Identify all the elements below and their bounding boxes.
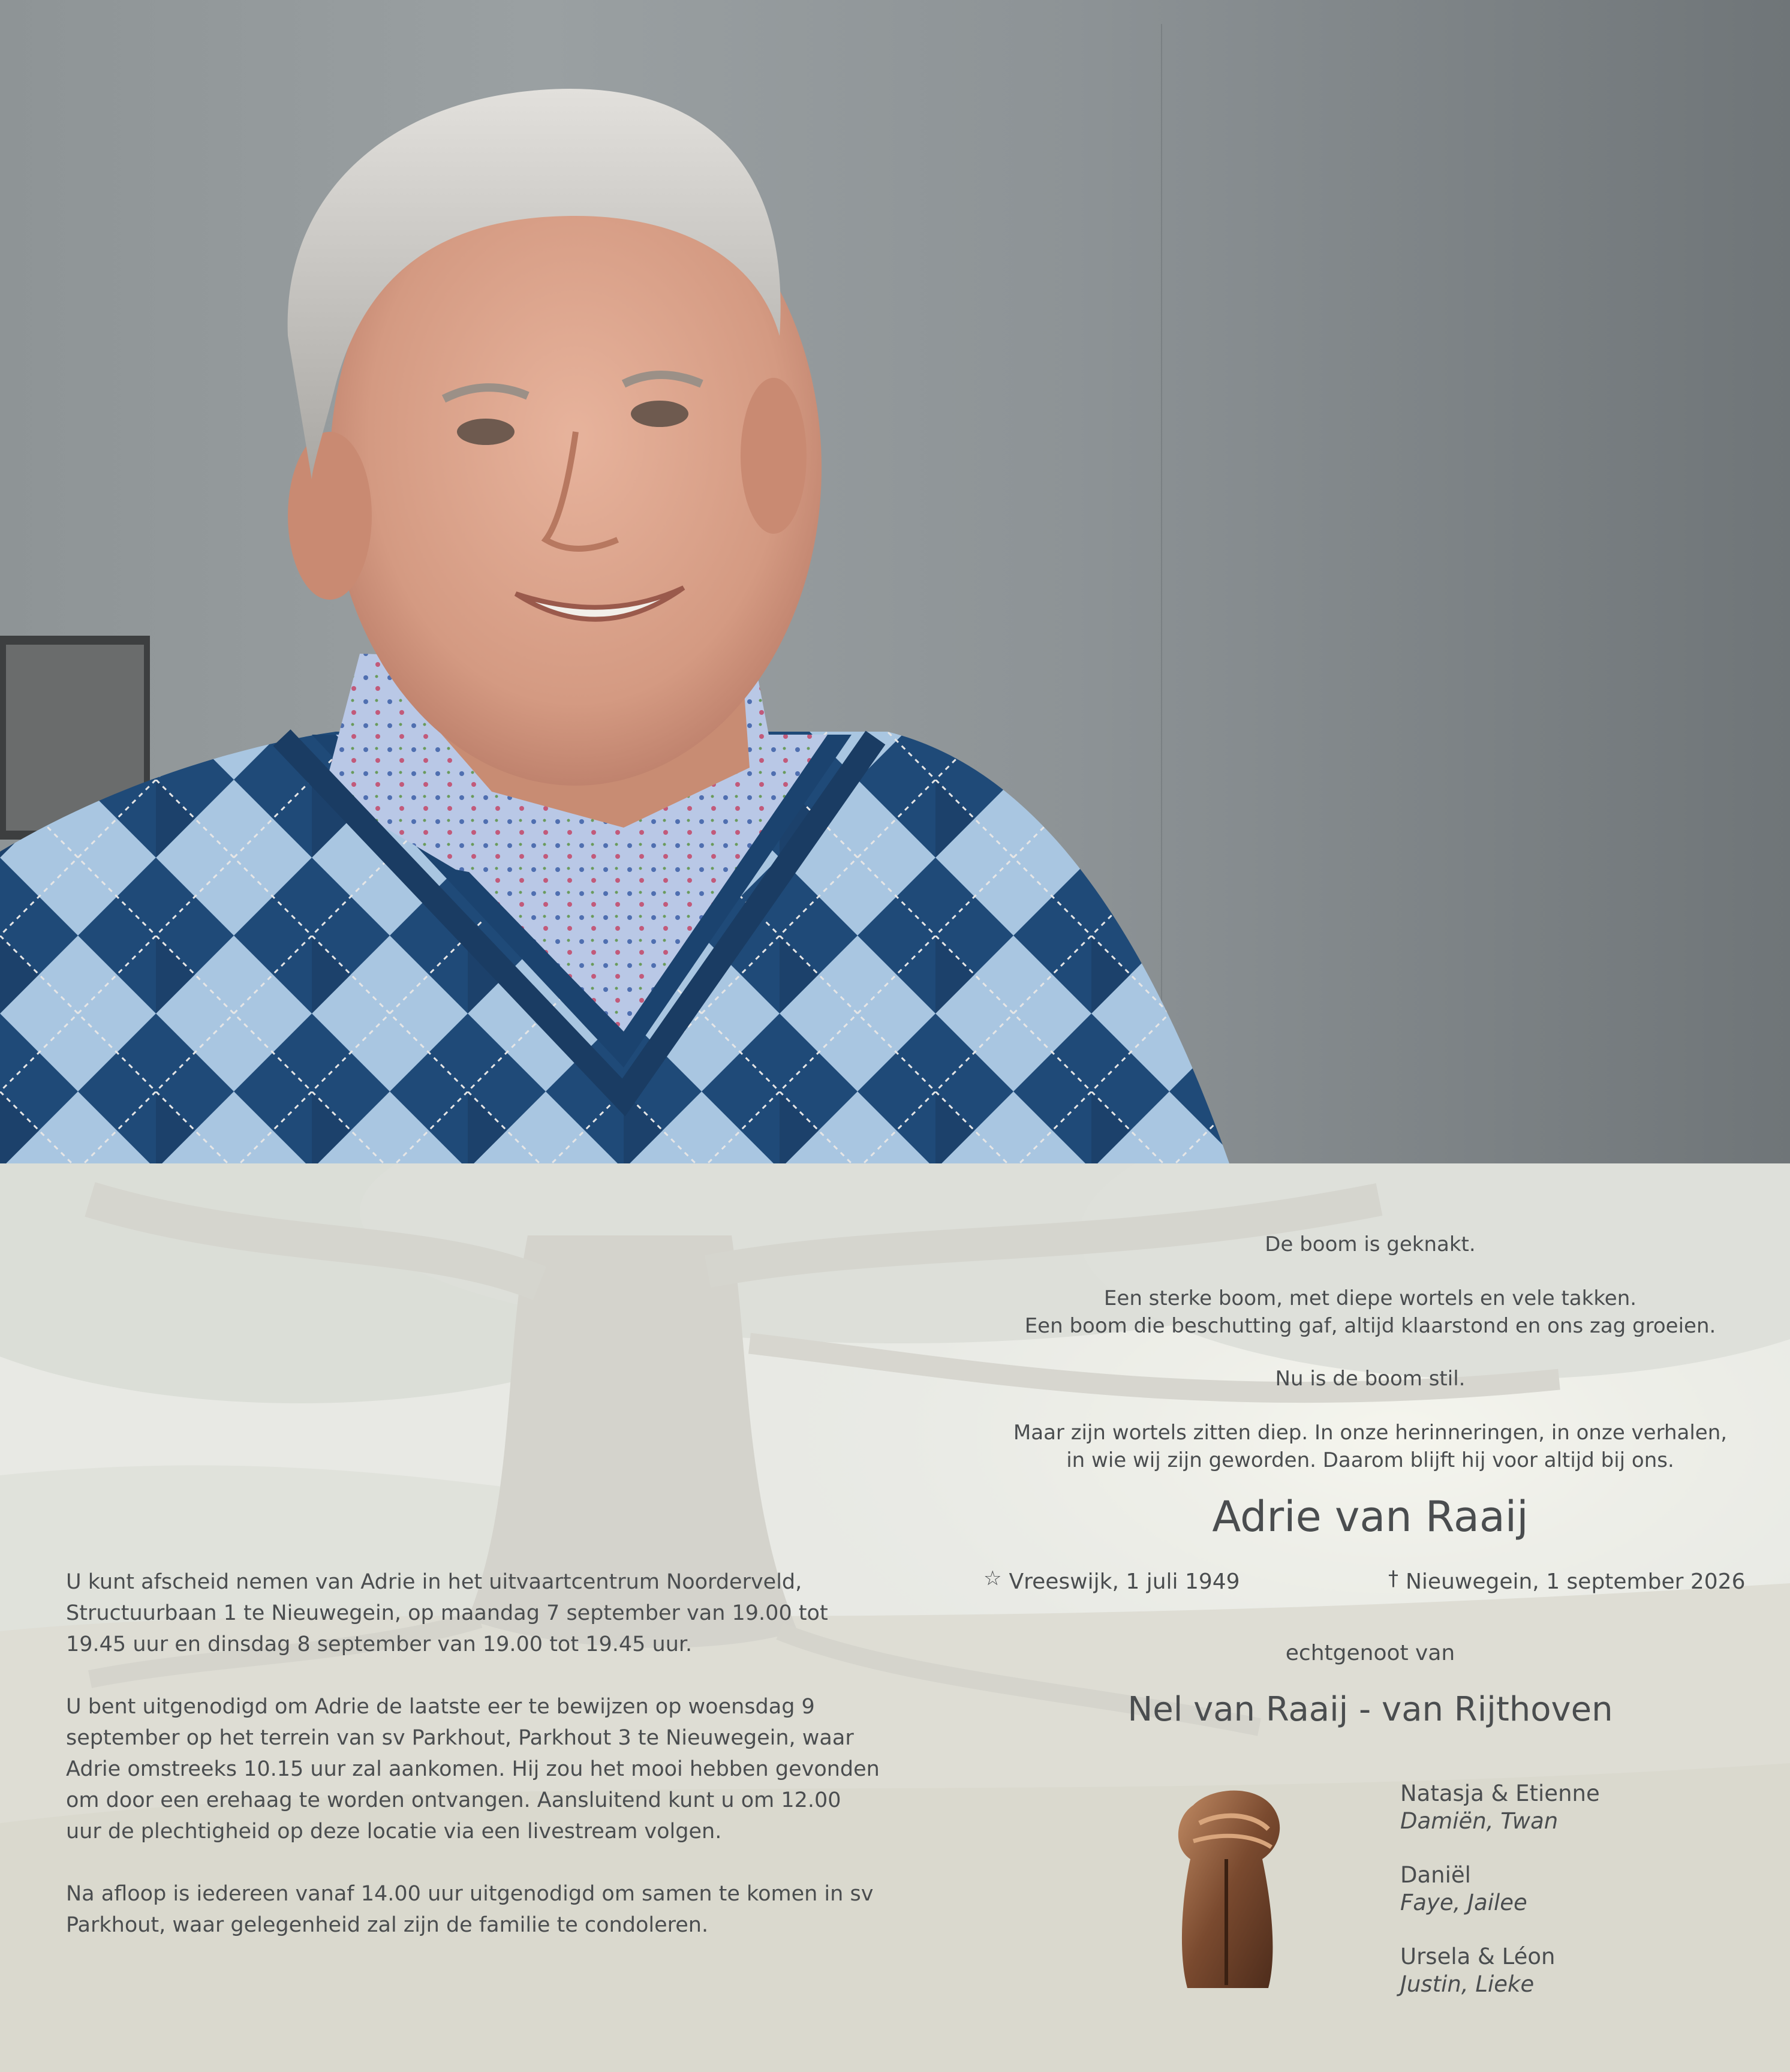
poem-stanza-4: Maar zijn wortels zitten diep. In onze herinneringen, in onze verhalen, in wie wij zijn geworden. Daarom blijft hij voor altijd bij ons. — [1013, 1421, 1728, 1472]
funeral-details — [66, 1566, 882, 1972]
cross-icon: † — [1388, 1566, 1398, 1590]
family-parents: Natasja & Etienne — [1400, 1781, 1600, 1806]
star-icon: ☆ — [983, 1566, 1002, 1590]
family-children: Damiën, Twan — [1400, 1808, 1559, 1834]
poem-stanza-2: Een sterke boom, met diepe wortels en vele takken. Een boom die beschutting gaf, altijd klaarstond en ons zag groeien. — [1024, 1286, 1716, 1338]
family-group — [1400, 1862, 1600, 1917]
death-text: Nieuwegein, 1 september 2026 — [1406, 1569, 1746, 1594]
poem-line-3: Nu is de boom stil. — [1275, 1367, 1466, 1391]
family-parents: Daniël — [1400, 1862, 1471, 1888]
family-children: Justin, Lieke — [1400, 1971, 1535, 1997]
family-list — [1400, 1780, 1600, 2025]
poem-line-1: De boom is geknakt. — [1265, 1232, 1476, 1256]
spouse-name: Nel van Raaij - van Rijthoven — [1127, 1690, 1613, 1729]
memorial-card — [0, 1163, 1790, 2072]
praying-hands-image — [1157, 1781, 1295, 1997]
birth-text: Vreeswijk, 1 juli 1949 — [1009, 1569, 1240, 1594]
details-paragraph-1: U kunt afscheid nemen van Adrie in het uitvaartcentrum Noorderveld, Structuurbaan 1 te Nieuwegein, op maandag 7 september van 19.00 tot 19.45 uur en dinsdag 8 september van 19.00 tot 19.45 uur. — [66, 1570, 828, 1656]
details-paragraph-3: Na afloop is iedereen vanaf 14.00 uur uitgenodigd om samen te komen in sv Parkhout, waar gelegenheid zal zijn de familie te condoleren. — [66, 1882, 874, 1937]
family-group — [1400, 1780, 1600, 1835]
birth-info — [983, 1566, 1240, 1594]
death-info — [1388, 1566, 1746, 1594]
family-children: Faye, Jailee — [1400, 1890, 1527, 1915]
details-paragraph-2: U bent uitgenodigd om Adrie de laatste eer te bewijzen op woensdag 9 september op het terrein van sv Parkhout, Parkhout 3 te Nieuwegein, waar Adrie omstreeks 10.15 uur zal aankomen. Hij zou het mooi hebben gevonden om door een erehaag te worden ontvangen. Aansluitend kunt u om 12.00 uur de plechtigheid op deze locatie via een livestream volgen. — [66, 1695, 880, 1844]
family-group — [1400, 1943, 1600, 1998]
family-parents: Ursela & Léon — [1400, 1944, 1556, 1969]
spouse-relation: echtgenoot van — [1285, 1641, 1455, 1665]
deceased-name: Adrie van Raaij — [1212, 1492, 1529, 1541]
